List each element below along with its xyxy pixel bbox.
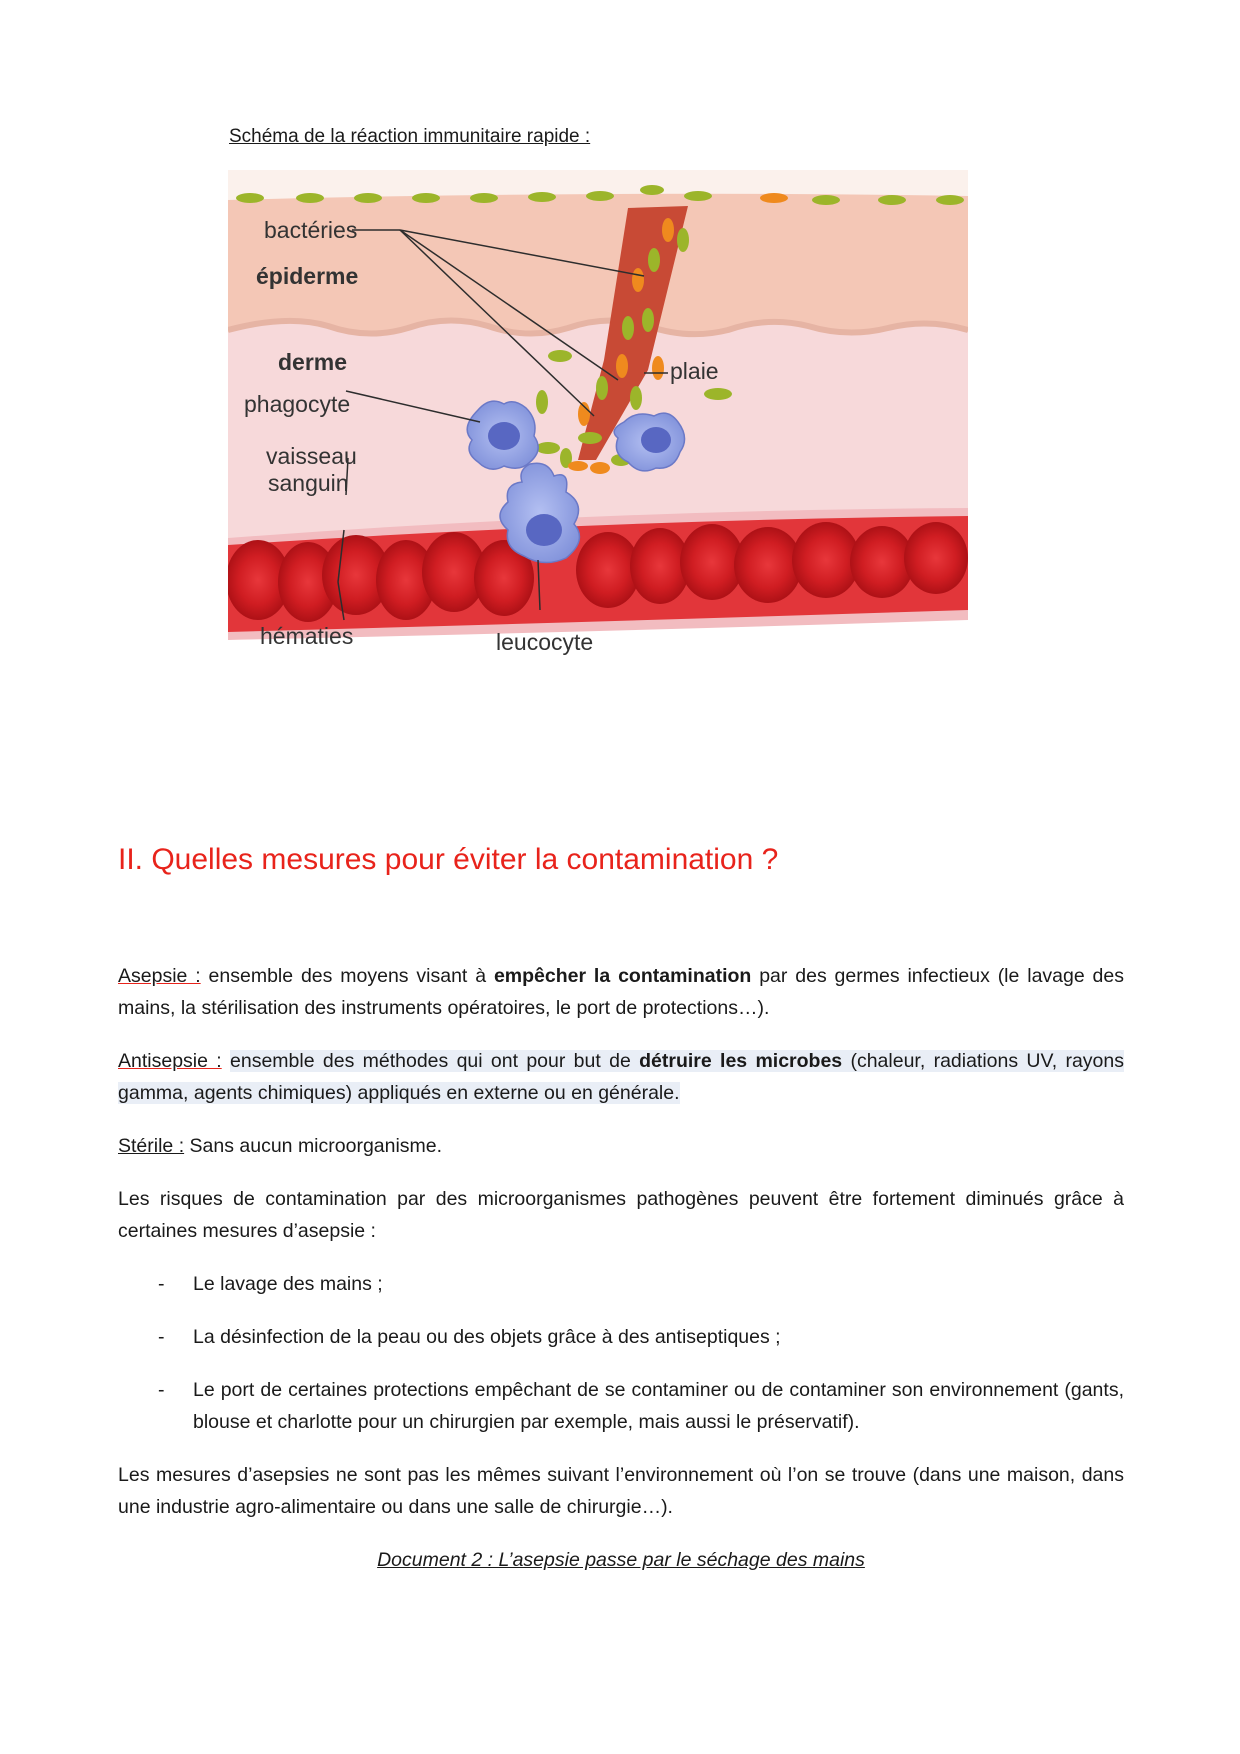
figure-caption: Schéma de la réaction immunitaire rapide :: [229, 126, 591, 147]
closing-paragraph: Les mesures d’asepsies ne sont pas les mêmes suivant l’environnement où l’on se trouve (dans une maison, dans une industrie agro-alimentaire ou dans une salle de chirurgie…).: [118, 1464, 1124, 1518]
term-asepsie: Asepsie :: [118, 965, 201, 987]
definition-bold: détruire les microbes: [639, 1050, 843, 1072]
section-title: II. Quelles mesures pour éviter la contamination ?: [118, 843, 779, 876]
list-item: [118, 1321, 1124, 1353]
definition-sterile: [118, 1130, 1124, 1162]
definition-text: ensemble des moyens visant à: [200, 965, 494, 987]
list-dash: -: [158, 1326, 165, 1348]
intro-paragraph: Les risques de contamination par des microorganismes pathogènes peuvent être fortement diminués grâce à certaines mesures d’asepsie :: [118, 1188, 1124, 1242]
list-item: [118, 1268, 1124, 1300]
label-phagocyte: phagocyte: [244, 391, 351, 417]
label-leucocyte: leucocyte: [496, 629, 594, 655]
label-epiderme: épiderme: [256, 263, 359, 289]
definition-bold: empêcher la contamination: [493, 965, 752, 987]
definition-asepsie: [118, 960, 1124, 1024]
label-vaisseau: vaisseau: [266, 443, 357, 469]
label-sanguin: sanguin: [268, 470, 349, 496]
document-caption: Document 2 : L’asepsie passe par le séchage des mains: [377, 1549, 865, 1571]
list-item: [118, 1374, 1124, 1438]
highlighted-definition: [118, 1050, 1124, 1104]
definition-text: Sans aucun microorganisme.: [184, 1135, 443, 1157]
list-item-text: Le lavage des mains ;: [193, 1273, 383, 1295]
main-content: [118, 960, 1124, 1597]
label-bacteries: bactéries: [264, 217, 358, 243]
definition-text: ensemble des méthodes qui ont pour but de: [230, 1050, 640, 1072]
list-item-text: La désinfection de la peau ou des objets grâce à des antiseptiques ;: [193, 1326, 781, 1348]
immune-reaction-diagram: [228, 170, 968, 730]
list-dash: -: [158, 1273, 165, 1295]
definition-antisepsie: [118, 1045, 1124, 1109]
term-antisepsie: Antisepsie :: [118, 1050, 222, 1072]
list-item-text: Le port de certaines protections empêchant de se contaminer ou de contaminer son environnement (gants, blouse et charlotte pour un chirurgien par exemple, mais aussi le préservatif).: [193, 1379, 1124, 1433]
definition-text: par des germes infectieux (le lavage des mains, la stérilisation des instruments opératoires, le port de protections…).: [118, 965, 1125, 1019]
list-dash: -: [158, 1379, 165, 1401]
label-plaie: plaie: [670, 358, 719, 384]
definition-text: (chaleur, radiations UV, rayons gamma, agents chimiques) appliqués en externe ou en générale.: [118, 1050, 1124, 1104]
term-sterile: Stérile :: [118, 1135, 185, 1157]
measures-list: [118, 1268, 1124, 1438]
label-hematies: hématies: [260, 623, 354, 649]
label-derme: derme: [278, 349, 348, 375]
